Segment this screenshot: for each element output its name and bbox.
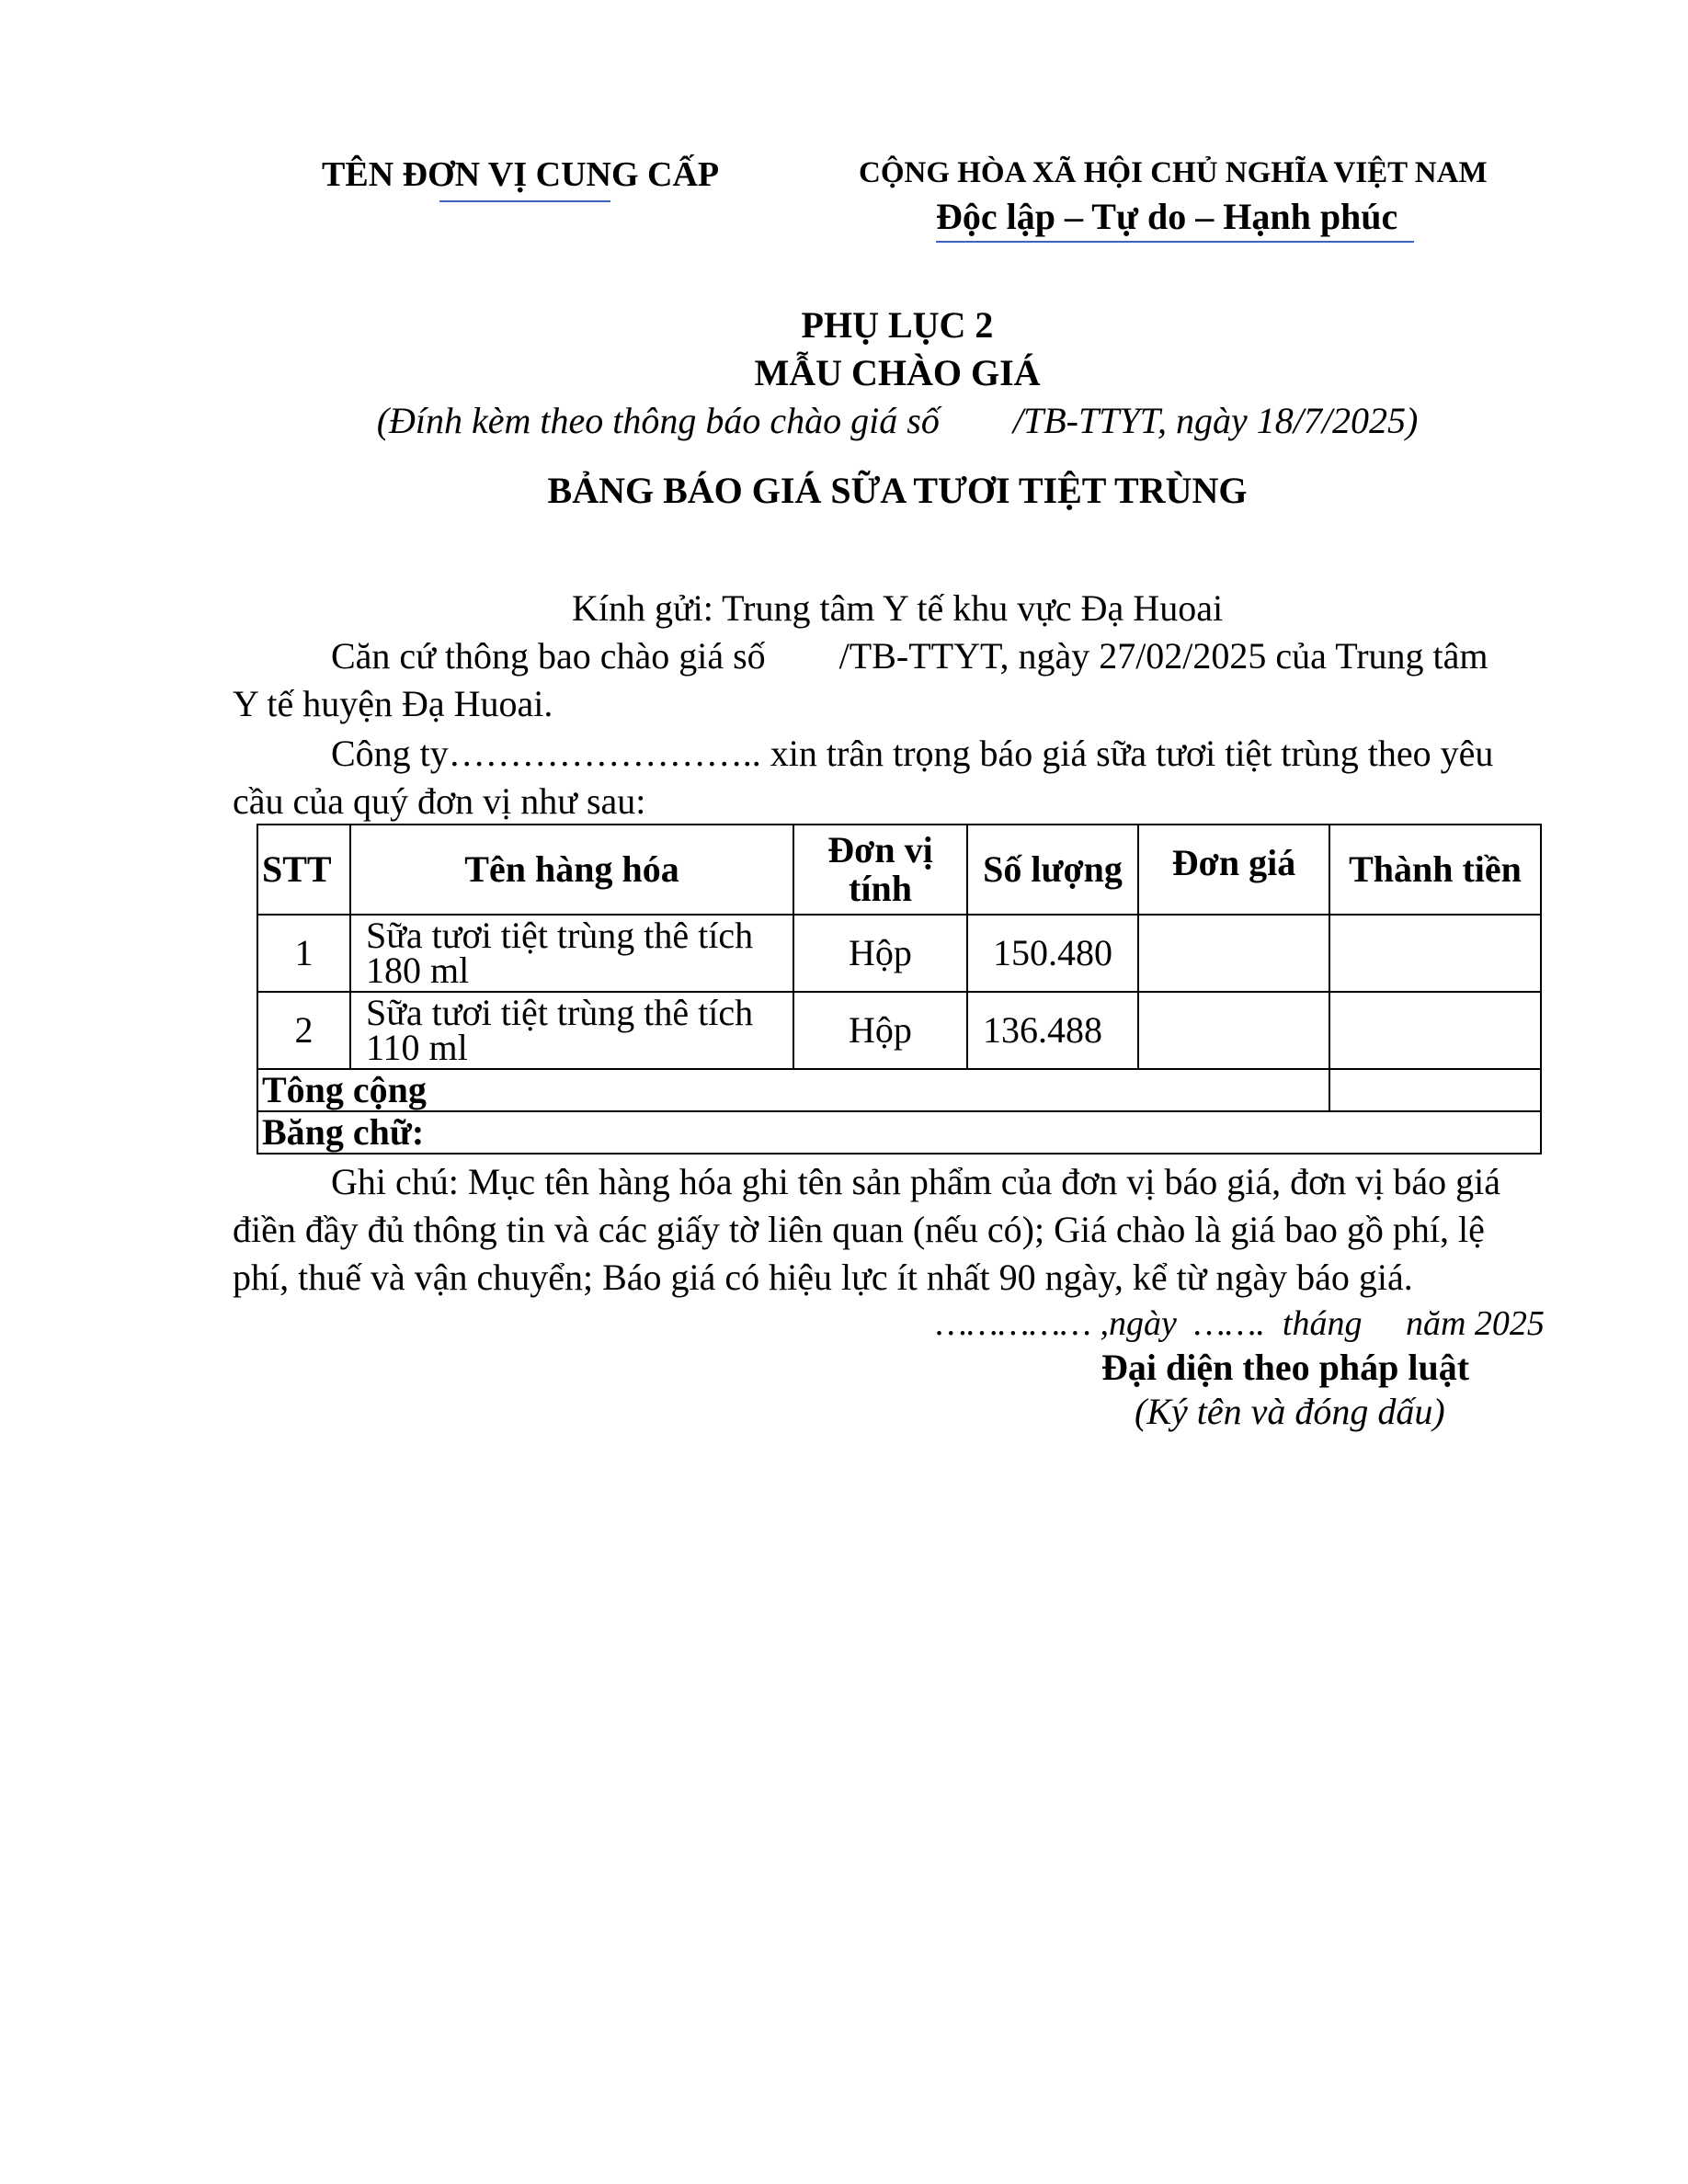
note-line-2: điền đầy đủ thông tin và các giấy tờ liên quan (nếu có); Giá chào là giá bao gồ phí, lệ [233, 1209, 1485, 1250]
header-quantity: Số lượng [967, 825, 1138, 915]
header-item-name: Tên hàng hóa [350, 825, 793, 915]
basis-line-2: Y tế huyện Đạ Huoai. [233, 683, 553, 724]
row-2-item-name [350, 992, 793, 1069]
row-1-unit-price [1138, 915, 1329, 992]
country-name: CỘNG HÒA XÃ HỘI CHỦ NGHĨA VIỆT NAM [859, 156, 1488, 189]
row-2-name-line1: Sữa tươi tiệt trùng thê tích [366, 992, 754, 1033]
row-2-name-line2: 110 ml [366, 1027, 468, 1068]
supplier-name-label: TÊN ĐƠN VỊ CUNG CẤP [322, 155, 720, 194]
row-1-unit: Hộp [793, 915, 967, 992]
basis-line-1: Căn cứ thông bao chào giá số /TB-TTYT, ngày 27/02/2025 của Trung tâm [331, 635, 1488, 677]
sum-label: Tông cộng [257, 1069, 1329, 1111]
header-unit [793, 825, 967, 915]
supplier-underline [439, 200, 610, 202]
row-2-stt: 2 [257, 992, 350, 1069]
table-row [257, 992, 1541, 1069]
header-stt: STT [257, 825, 350, 915]
row-2-quantity: 136.488 [967, 992, 1138, 1069]
row-2-unit-price [1138, 992, 1329, 1069]
appendix-title: PHỤ LỤC 2 [801, 304, 994, 346]
company-line-1: Công ty…………………….. xin trân trọng báo giá sữa tươi tiệt trùng theo yêu [331, 733, 1494, 774]
row-2-total [1329, 992, 1541, 1069]
company-line-2: cầu của quý đơn vị như sau: [233, 780, 646, 822]
form-title: MẪU CHÀO GIÁ [754, 352, 1041, 393]
amount-in-words-label: Băng chữ: [257, 1111, 1541, 1154]
header-unit-price: Đơn giá [1138, 825, 1329, 915]
legal-representative-title: Đại diện theo pháp luật [1101, 1347, 1470, 1388]
row-1-quantity: 150.480 [967, 915, 1138, 992]
header-total: Thành tiền [1329, 825, 1541, 915]
amount-in-words-row [257, 1111, 1541, 1154]
row-1-name-line2: 180 ml [366, 950, 470, 991]
row-2-unit: Hộp [793, 992, 967, 1069]
row-1-stt: 1 [257, 915, 350, 992]
motto-underline [936, 241, 1414, 243]
price-table-title: BẢNG BÁO GIÁ SỮA TƯƠI TIỆT TRÙNG [547, 470, 1248, 511]
sum-row [257, 1069, 1541, 1111]
national-motto: Độc lập – Tự do – Hạnh phúc [936, 196, 1398, 237]
row-1-total [1329, 915, 1541, 992]
row-1-name-line1: Sữa tươi tiệt trùng thê tích [366, 915, 754, 956]
table-row [257, 915, 1541, 992]
note-line-1: Ghi chú: Mục tên hàng hóa ghi tên sản phẩm của đơn vị báo giá, đơn vị báo giá [331, 1161, 1501, 1202]
attachment-note: (Đính kèm theo thông báo chào giá số /TB-TTYT, ngày 18/7/2025) [376, 400, 1419, 441]
signature-instruction: (Ký tên và đóng dấu) [1135, 1391, 1445, 1432]
sum-value [1329, 1069, 1541, 1111]
header-unit-line2: tính [849, 868, 912, 909]
recipient-line: Kính gửi: Trung tâm Y tế khu vực Đạ Huoai [571, 587, 1224, 629]
note-line-3: phí, thuế và vận chuyển; Báo giá có hiệu lực ít nhất 90 ngày, kể từ ngày báo giá. [233, 1257, 1413, 1298]
date-line: …………… ,ngày ……. tháng năm 2025 [936, 1304, 1545, 1343]
table-header-row [257, 825, 1541, 915]
header-unit-line1: Đơn vị [827, 829, 933, 870]
row-1-item-name [350, 915, 793, 992]
price-table [257, 824, 1542, 1155]
